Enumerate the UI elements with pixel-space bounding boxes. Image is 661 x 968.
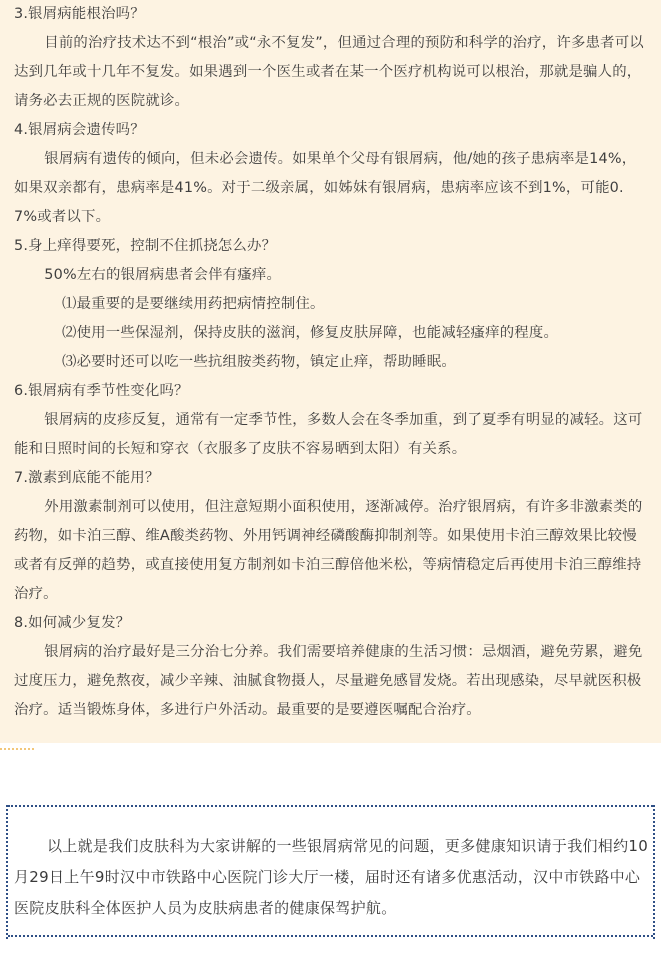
question-8-answer: 银屑病的治疗最好是三分治七分养。我们需要培养健康的生活习惯：忌烟酒，避免劳累，避免过度压力，避免熬夜，减少辛辣、油腻食物摄人，尽量避免感冒发烧。若出现感染，尽早就医积极治疗。适当锻炼身体，多进行户外活动。最重要的是要遵医嘱配合治疗。 — [14, 644, 643, 718]
question-4-title: 4.银屑病会遗传吗？ — [14, 122, 145, 138]
question-6-answer: 银屑病的皮疹反复，通常有一定季节性，多数人会在冬季加重，到了夏季有明显的减轻。这可能和日照时间的长短和穿衣（衣服多了皮肤不容易晒到太阳）有关系。 — [14, 412, 643, 457]
question-5-intro: 50%左右的银屑病患者会伴有瘙痒。 — [44, 267, 282, 283]
decorative-divider — [0, 748, 34, 750]
question-7-title: 7.激素到底能不能用？ — [14, 470, 160, 486]
question-4-answer: 银屑病有遗传的倾向，但未必会遗传。如果单个父母有银屑病，他/她的孩子患病率是14%，如果双亲都有，患病率是41%。对于二级亲属，如姊妹有银屑病，患病率应该不到1%，可能0.7%或者以下。 — [14, 151, 637, 225]
question-7-answer: 外用激素制剂可以使用，但注意短期小面积使用，逐渐减停。治疗银屑病，有许多非激素类的药物，如卡泊三醇、维A酸类药物、外用钙调神经磷酸酶抑制剂等。如果使用卡泊三醇效果比较慢或者有反弹的趋势，或直接使用复方制剂如卡泊三醇倍他米松，等病情稳定后再使用卡泊三醇维持治疗。 — [14, 499, 643, 602]
question-3-title: 3.银屑病能根治吗？ — [14, 6, 145, 22]
question-6-title: 6.银屑病有季节性变化吗？ — [14, 383, 189, 399]
question-3-answer: 目前的治疗技术达不到“根治”或“永不复发”，但通过合理的预防和科学的治疗，许多患者可以达到几年或十几年不复发。如果遇到一个医生或者在某一个医疗机构说可以根治，那就是骗人的，请务必去正规的医院就诊。 — [14, 35, 644, 109]
question-8-title: 8.如何减少复发？ — [14, 615, 131, 631]
question-5-point-3: ⑶必要时还可以吃一些抗组胺类药物，镇定止痒，帮助睡眠。 — [62, 354, 456, 370]
question-5-point-2: ⑵使用一些保湿剂，保持皮肤的滋润，修复皮肤屏障，也能减轻瘙痒的程度。 — [62, 325, 559, 341]
summary-left-border — [6, 805, 8, 939]
question-5-point-1: ⑴最重要的是要继续用药把病情控制住。 — [62, 296, 325, 312]
summary-box — [8, 805, 653, 937]
summary-right-border — [653, 805, 655, 939]
question-5-title: 5.身上痒得要死，控制不住抓挠怎么办？ — [14, 238, 277, 254]
summary-text: 以上就是我们皮肤科为大家讲解的一些银屑病常见的问题，更多健康知识请于我们相约10月29日上午9时汉中市铁路中心医院门诊大厅一楼，届时还有诸多优惠活动，汉中市铁路中心医院皮肤科全体医护人员为皮肤病患者的健康保驾护航。 — [14, 837, 649, 917]
